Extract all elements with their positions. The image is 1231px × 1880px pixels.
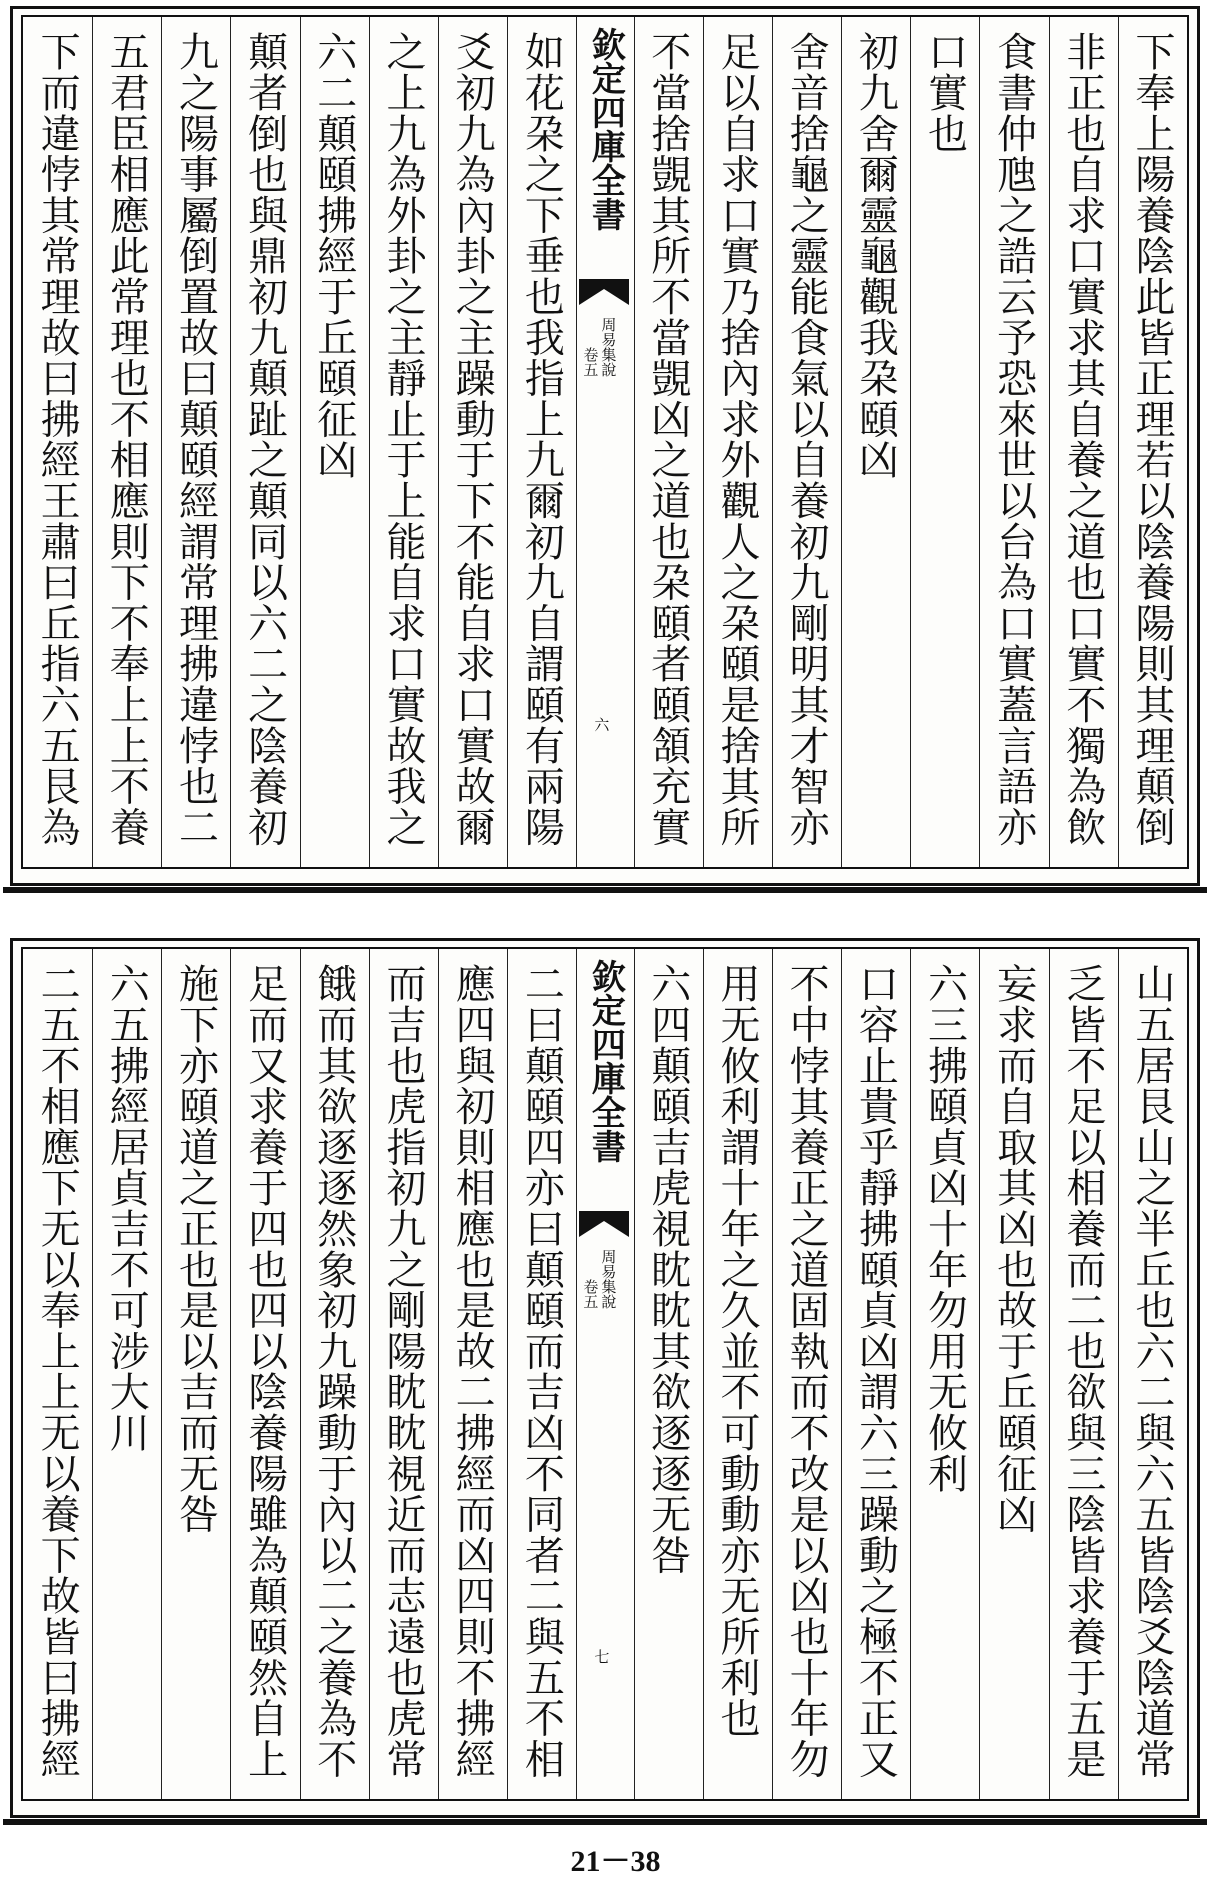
header-title: 欽定四庫全書 [585,27,626,231]
page-number: 七 [592,1649,611,1664]
center-fold-column [576,949,633,1799]
text-column: 二五不相應下无以奉上上无以養下故皆曰拂經 [34,963,81,1779]
text-column: 食書仲虺之誥云予恐來世以台為口實蓋言語亦 [979,17,1048,867]
text-column: 山五居艮山之半丘也六二與六五皆陰爻陰道常 [1118,949,1187,1799]
volume-label: 卷五 [581,1279,600,1309]
text-column: 之上九為外卦之主靜止于上能自求口實故我之 [369,17,438,867]
page-footer-number: 21－38 [570,1845,661,1878]
page-bottom [10,938,1200,1818]
center-fold-column [576,17,633,867]
text-column: 用无攸利謂十年之久並不可動動亦无所利也 [703,949,772,1799]
book-title: 周易集說 [599,317,618,377]
text-column: 不當捨覬其所不當覬凶之道也朶頤者頤頷充實 [634,17,703,867]
page-frame [21,15,1189,869]
text-column: 不中悖其養正之道固執而不改是以凶也十年勿 [772,949,841,1799]
text-columns [23,17,1187,867]
fishtail-mark-icon [579,279,629,305]
text-column: 妄求而自取其凶也故于丘頤征凶 [979,949,1048,1799]
fishtail-mark-icon [579,1211,629,1237]
text-column: 如花朶之下垂也我指上九爾初九自謂頤有兩陽 [507,17,576,867]
text-column: 口實也 [910,17,979,867]
book-title: 周易集說 [599,1249,618,1309]
page-frame [21,947,1189,1801]
text-column: 九之陽事屬倒置故曰顛頤經謂常理拂違悖也二 [161,17,230,867]
text-column: 乏皆不足以相養而二也欲與三陰皆求養于五是 [1049,949,1118,1799]
text-column: 下奉上陽養陰此皆正理若以陰養陽則其理顛倒 [1118,17,1187,867]
text-column: 口容止貴乎靜拂頤貞凶謂六三躁動之極不正又 [841,949,910,1799]
text-column: 足而又求養于四也四以陰養陽雖為顛頤然自上 [230,949,299,1799]
text-column: 爻初九為內卦之主躁動于下不能自求口實故爾 [438,17,507,867]
text-column: 六五拂經居貞吉不可涉大川 [92,949,161,1799]
text-column: 顛者倒也與鼎初九顛趾之顛同以六二之陰養初 [230,17,299,867]
text-column: 施下亦頤道之正也是以吉而无咎 [161,949,230,1799]
text-column: 六三拂頤貞凶十年勿用无攸利 [910,949,979,1799]
text-columns [23,949,1187,1799]
text-column: 初九舍爾靈龜觀我朶頤凶 [841,17,910,867]
text-column: 應四與初則相應也是故二拂經而凶四則不拂經 [438,949,507,1799]
header-title: 欽定四庫全書 [585,959,626,1163]
text-column: 足以自求口實乃捨內求外觀人之朶頤是捨其所 [703,17,772,867]
text-column: 非正也自求口實求其自養之道也口實不獨為飲 [1049,17,1118,867]
text-column: 二曰顛頤四亦曰顛頤而吉凶不同者二與五不相 [507,949,576,1799]
text-column: 六四顛頤吉虎視眈眈其欲逐逐无咎 [634,949,703,1799]
text-column: 下而違悖其常理故曰拂經王肅曰丘指六五艮為 [34,31,81,847]
text-column: 五君臣相應此常理也不相應則下不奉上上不養 [92,17,161,867]
volume-label: 卷五 [581,347,600,377]
text-column: 餓而其欲逐逐然象初九躁動于內以二之養為不 [300,949,369,1799]
text-column: 舍音捨龜之靈能食氣以自養初九剛明其才智亦 [772,17,841,867]
page-number: 六 [592,717,611,732]
page-top [10,6,1200,886]
text-column: 六二顛頤拂經于丘頤征凶 [300,17,369,867]
text-column: 而吉也虎指初九之剛陽眈眈視近而志遠也虎常 [369,949,438,1799]
